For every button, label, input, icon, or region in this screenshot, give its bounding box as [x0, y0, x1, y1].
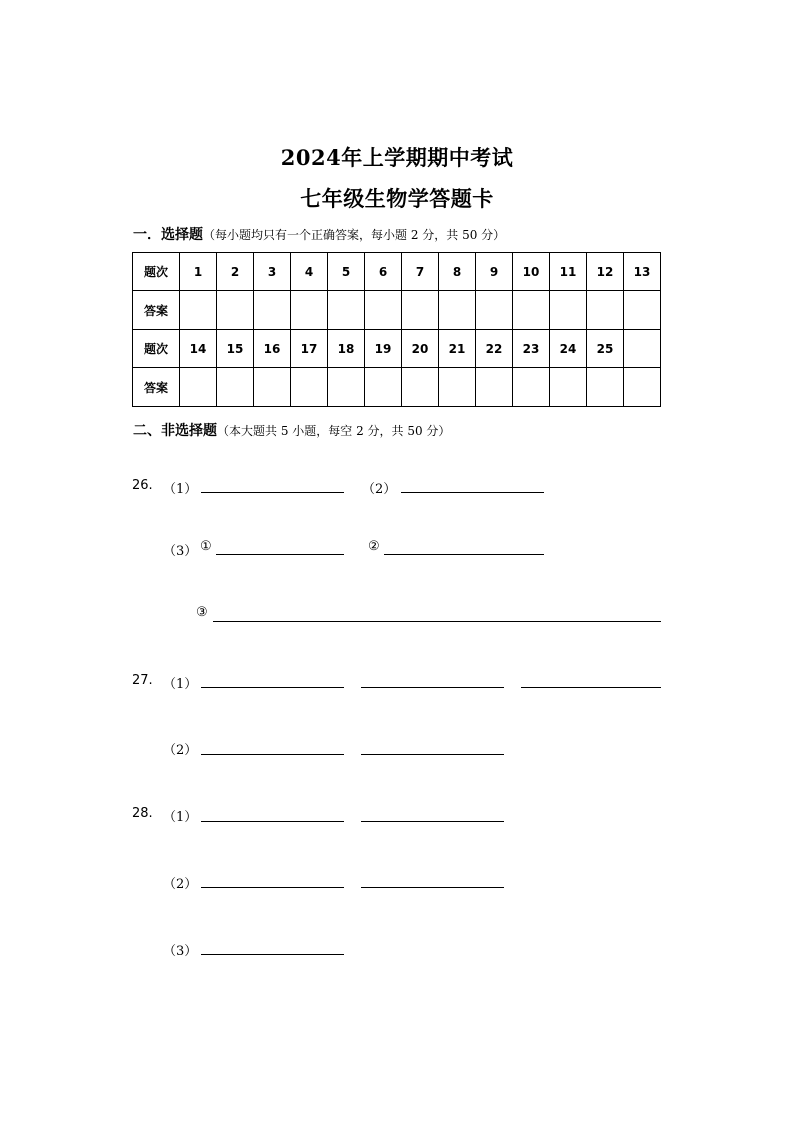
- answer-cell[interactable]: [587, 291, 624, 330]
- exam-title: 2024年上学期期中考试: [280, 145, 514, 170]
- question-number-cell: 25: [587, 330, 624, 368]
- table-row: [133, 291, 661, 330]
- section2-heading: [133, 420, 450, 440]
- question-number-cell: 21: [439, 330, 476, 368]
- answer-cell[interactable]: [476, 291, 513, 330]
- answer-cell[interactable]: [550, 368, 587, 407]
- question-number-cell: 19: [365, 330, 402, 368]
- question-number-cell: [624, 330, 661, 368]
- answer-cell[interactable]: [587, 368, 624, 407]
- answer-cell[interactable]: [624, 291, 661, 330]
- section2-note: （本大题共 5 小题，每空 2 分，共 50 分）: [217, 424, 451, 438]
- q27-part1-label: （1）: [163, 677, 198, 692]
- q26-part1-label: （1）: [163, 482, 198, 497]
- row-label-number: 题次: [133, 253, 180, 291]
- question-number-cell: 6: [365, 253, 402, 291]
- q27-part2-blank-1[interactable]: [201, 754, 344, 755]
- question-number-cell: 13: [624, 253, 661, 291]
- question-number-cell: 18: [328, 330, 365, 368]
- q28-part3-blank[interactable]: [201, 954, 344, 955]
- answer-cell[interactable]: [328, 368, 365, 407]
- question-number-cell: 4: [291, 253, 328, 291]
- answer-cell[interactable]: [180, 368, 217, 407]
- q26-part2-label: （2）: [362, 482, 397, 497]
- question-number-cell: 11: [550, 253, 587, 291]
- question-27-number: 27.: [132, 673, 153, 688]
- q26-part3-blank-2[interactable]: [384, 554, 544, 555]
- q26-circle2-label: ②: [368, 539, 380, 554]
- question-number-cell: 20: [402, 330, 439, 368]
- question-number-cell: 15: [217, 330, 254, 368]
- q28-part3-label: （3）: [163, 944, 198, 959]
- answer-cell[interactable]: [402, 291, 439, 330]
- row-label-answer: 答案: [133, 291, 180, 330]
- answer-cell[interactable]: [365, 291, 402, 330]
- q27-part1-blank-3[interactable]: [521, 687, 661, 688]
- q28-part2-blank-1[interactable]: [201, 887, 344, 888]
- answer-cell[interactable]: [624, 368, 661, 407]
- question-number-cell: 24: [550, 330, 587, 368]
- answer-cell[interactable]: [439, 368, 476, 407]
- q28-part1-blank-1[interactable]: [201, 821, 344, 822]
- question-number-cell: 7: [402, 253, 439, 291]
- q28-part2-label: （2）: [163, 877, 198, 892]
- answer-cell[interactable]: [328, 291, 365, 330]
- q26-circle1-label: ①: [200, 539, 212, 554]
- question-number-cell: 10: [513, 253, 550, 291]
- answer-cell[interactable]: [513, 291, 550, 330]
- q26-part1-blank[interactable]: [201, 492, 344, 493]
- answer-cell[interactable]: [365, 368, 402, 407]
- answer-cell[interactable]: [439, 291, 476, 330]
- question-number-cell: 23: [513, 330, 550, 368]
- section1-note: （每小题均只有一个正确答案，每小题 2 分，共 50 分）: [203, 228, 506, 242]
- q26-circle3-label: ③: [196, 605, 208, 620]
- question-number-cell: 9: [476, 253, 513, 291]
- q27-part2-blank-2[interactable]: [361, 754, 504, 755]
- answer-cell[interactable]: [402, 368, 439, 407]
- question-number-cell: 8: [439, 253, 476, 291]
- row-label-number: 题次: [133, 330, 180, 368]
- q27-part1-blank-1[interactable]: [201, 687, 344, 688]
- answer-cell[interactable]: [513, 368, 550, 407]
- answer-cell[interactable]: [476, 368, 513, 407]
- q26-part3-label: （3）: [163, 544, 198, 559]
- q27-part2-label: （2）: [163, 743, 198, 758]
- question-number-cell: 1: [180, 253, 217, 291]
- question-number-cell: 3: [254, 253, 291, 291]
- table-row: [133, 368, 661, 407]
- section1-title: 一．选择题: [133, 227, 203, 243]
- q28-part2-blank-2[interactable]: [361, 887, 504, 888]
- question-number-cell: 5: [328, 253, 365, 291]
- answer-cell[interactable]: [291, 368, 328, 407]
- q26-part2-blank[interactable]: [401, 492, 544, 493]
- question-number-cell: 14: [180, 330, 217, 368]
- answer-sheet-title: 七年级生物学答题卡: [300, 186, 494, 211]
- answer-cell[interactable]: [254, 368, 291, 407]
- q26-part3-blank-1[interactable]: [216, 554, 344, 555]
- q27-part1-blank-2[interactable]: [361, 687, 504, 688]
- question-number-cell: 22: [476, 330, 513, 368]
- answer-cell[interactable]: [180, 291, 217, 330]
- question-number-cell: 12: [587, 253, 624, 291]
- answer-cell[interactable]: [254, 291, 291, 330]
- question-number-cell: 17: [291, 330, 328, 368]
- q26-part3-blank-3[interactable]: [213, 621, 661, 622]
- answer-cell[interactable]: [217, 291, 254, 330]
- answer-table: [132, 252, 661, 407]
- table-row: [133, 330, 661, 368]
- question-26-number: 26.: [132, 478, 153, 493]
- section2-title: 二、非选择题: [133, 423, 217, 439]
- answer-cell[interactable]: [291, 291, 328, 330]
- q28-part1-label: （1）: [163, 810, 198, 825]
- table-row: [133, 253, 661, 291]
- question-28-number: 28.: [132, 806, 153, 821]
- q28-part1-blank-2[interactable]: [361, 821, 504, 822]
- answer-cell[interactable]: [550, 291, 587, 330]
- question-number-cell: 2: [217, 253, 254, 291]
- row-label-answer: 答案: [133, 368, 180, 407]
- question-number-cell: 16: [254, 330, 291, 368]
- answer-cell[interactable]: [217, 368, 254, 407]
- section1-heading: [133, 224, 505, 244]
